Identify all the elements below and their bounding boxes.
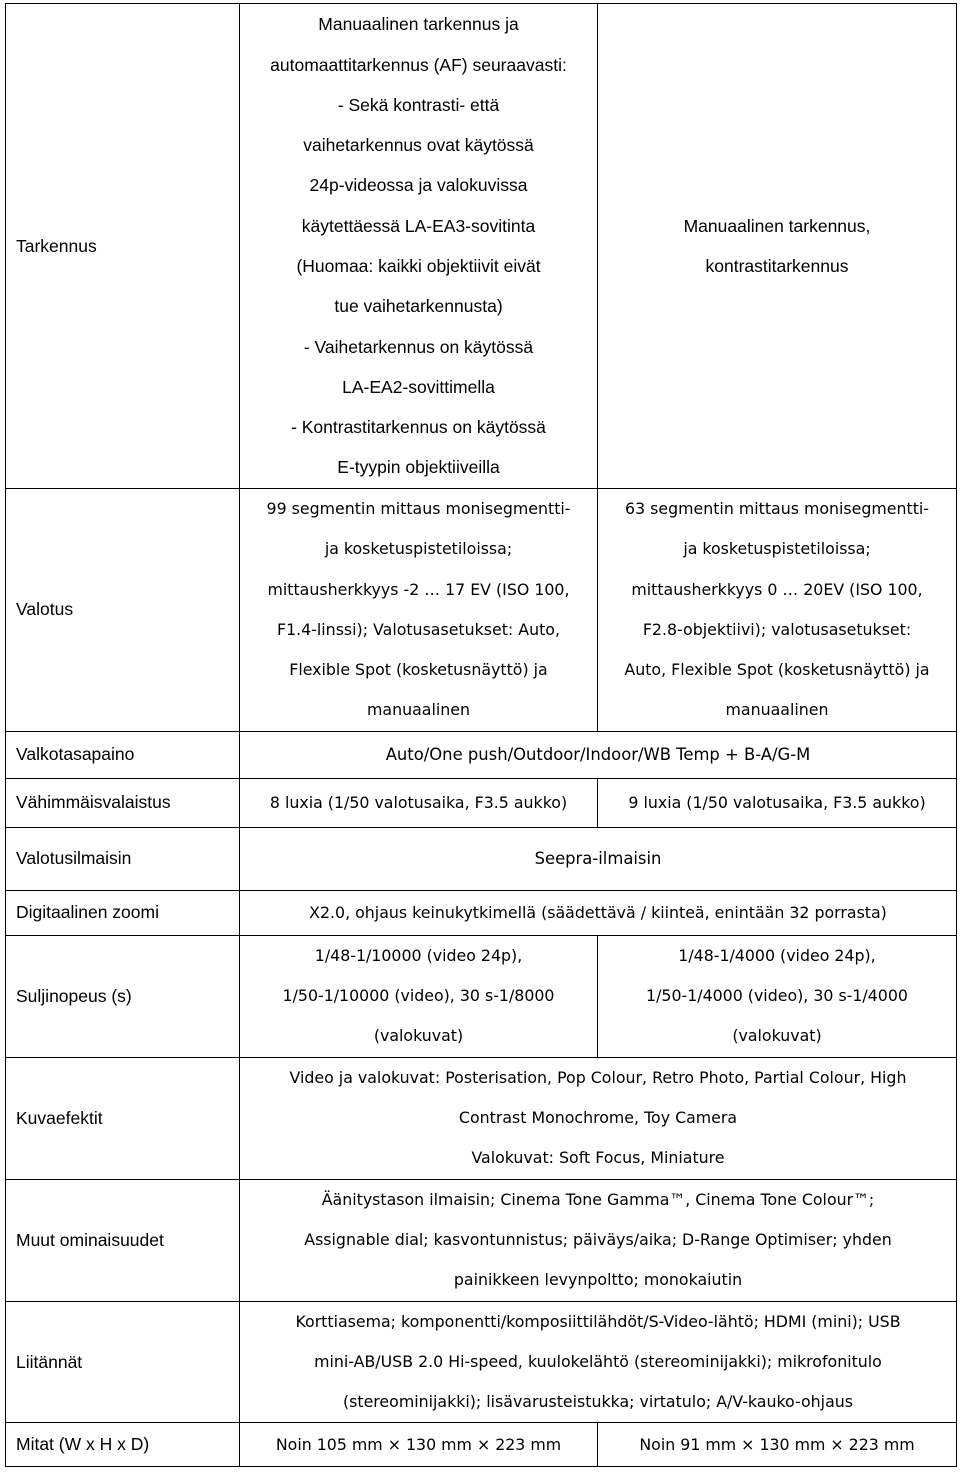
label-digitaalinen-zoomi: Digitaalinen zoomi — [6, 890, 240, 935]
text-line: Korttiasema; komponentti/komposiittilähdöt/S-Video-lähtö; HDMI (mini); USB — [295, 1311, 901, 1331]
text-line: 1/50-1/4000 (video), 30 s-1/4000 — [646, 986, 908, 1006]
label-vahimmaisvalaistus: Vähimmäisvalaistus — [6, 778, 240, 827]
text-line: mittausherkkyys -2 … 17 EV (ISO 100, — [267, 579, 570, 599]
row-liitannat — [6, 1301, 957, 1423]
text-line: 1/48-1/4000 (video 24p), — [678, 945, 876, 965]
text-line: F1.4-linssi); Valotusasetukset: Auto, — [277, 619, 560, 639]
text-line: Video ja valokuvat: Posterisation, Pop Colour, Retro Photo, Partial Colour, High — [289, 1067, 907, 1087]
text-line: - Vaihetarkennus on käytössä — [303, 336, 534, 357]
text-line: ja kosketuspistetiloissa; — [683, 539, 871, 559]
row-digitaalinen-zoomi — [6, 890, 957, 935]
text-line: 1/50-1/10000 (video), 30 s-1/8000 — [282, 986, 555, 1006]
suljinopeus-value-a — [240, 935, 598, 1057]
row-suljinopeus — [6, 935, 957, 1057]
text-line: ja kosketuspistetiloissa; — [324, 539, 513, 559]
text-line: vaihetarkennus ovat käytössä — [303, 135, 534, 156]
text-line: F2.8-objektiivi); valotusasetukset: — [642, 619, 912, 639]
text-line: automaattitarkennus (AF) seuraavasti: — [270, 54, 567, 75]
label-tarkennus: Tarkennus — [6, 4, 240, 489]
digitaalinen-zoomi-value: X2.0, ohjaus keinukytkimellä (säädettävä / kiinteä, enintään 32 porrasta) — [240, 890, 957, 935]
valotus-value-a — [240, 489, 598, 732]
text-line: käytettäessä LA-EA3-sovitinta — [301, 215, 536, 236]
text-line: - Sekä kontrasti- että — [337, 94, 500, 115]
tarkennus-value-a — [240, 4, 598, 489]
suljinopeus-value-b — [598, 935, 957, 1057]
valkotasapaino-value: Auto/One push/Outdoor/Indoor/WB Temp + B-A/G-M — [240, 731, 957, 778]
row-valotus — [6, 489, 957, 732]
row-valkotasapaino — [6, 731, 957, 778]
row-vahimmaisvalaistus — [6, 778, 957, 827]
row-mitat — [6, 1423, 957, 1467]
text-line: kontrastitarkennus — [705, 256, 849, 276]
text-line: painikkeen levynpoltto; monokaiutin — [453, 1270, 743, 1290]
label-suljinopeus: Suljinopeus (s) — [6, 935, 240, 1057]
label-kuvaefektit: Kuvaefektit — [6, 1057, 240, 1179]
label-valotusilmaisin: Valotusilmaisin — [6, 827, 240, 890]
text-line: 99 segmentin mittaus monisegmentti- — [266, 499, 571, 518]
label-mitat: Mitat (W x H x D) — [6, 1423, 240, 1467]
kuvaefektit-value — [240, 1057, 957, 1179]
text-line: (Huomaa: kaikki objektiivit eivät — [296, 256, 541, 276]
text-line: mini-AB/USB 2.0 Hi-speed, kuulokelähtö (stereominijakki); mikrofonitulo — [314, 1351, 882, 1371]
text-line: Auto, Flexible Spot (kosketusnäyttö) ja — [624, 660, 930, 680]
row-kuvaefektit — [6, 1057, 957, 1179]
tarkennus-value-b — [598, 4, 957, 489]
muut-ominaisuudet-value — [240, 1179, 957, 1301]
text-line: - Kontrastitarkennus on käytössä — [291, 417, 546, 438]
mitat-value-b: Noin 91 mm × 130 mm × 223 mm — [598, 1423, 957, 1467]
text-line: Contrast Monochrome, Toy Camera — [458, 1108, 738, 1128]
label-valotus: Valotus — [6, 489, 240, 732]
label-liitannat: Liitännät — [6, 1301, 240, 1423]
row-valotusilmaisin — [6, 827, 957, 890]
valotus-value-b — [598, 489, 957, 732]
vahimmaisvalaistus-value-a: 8 luxia (1/50 valotusaika, F3.5 aukko) — [240, 778, 598, 827]
text-line: (stereominijakki); lisävarusteistukka; virtatulo; A/V-kauko-ohjaus — [342, 1392, 853, 1412]
mitat-value-a: Noin 105 mm × 130 mm × 223 mm — [240, 1423, 598, 1467]
text-line: LA-EA2-sovittimella — [342, 376, 495, 397]
label-valkotasapaino: Valkotasapaino — [6, 731, 240, 778]
text-line: E-tyypin objektiiveilla — [337, 457, 500, 478]
liitannat-value — [240, 1301, 957, 1423]
text-line: 1/48-1/10000 (video 24p), — [314, 945, 523, 965]
text-line: Flexible Spot (kosketusnäyttö) ja — [289, 660, 548, 680]
spec-table — [5, 3, 957, 1467]
row-tarkennus — [6, 4, 957, 489]
text-line: manuaalinen — [367, 700, 470, 720]
row-muut-ominaisuudet — [6, 1179, 957, 1301]
text-line: manuaalinen — [725, 700, 829, 720]
text-line: Manuaalinen tarkennus, — [683, 215, 871, 236]
valotusilmaisin-value: Seepra-ilmaisin — [240, 827, 957, 890]
text-line: 24p-videossa ja valokuvissa — [309, 175, 528, 196]
text-line: (valokuvat) — [373, 1026, 464, 1046]
text-line: Valokuvat: Soft Focus, Miniature — [471, 1148, 725, 1168]
text-line: Assignable dial; kasvontunnistus; päiväys/aika; D-Range Optimiser; yhden — [304, 1229, 892, 1249]
text-line: tue vaihetarkennusta) — [334, 296, 503, 317]
vahimmaisvalaistus-value-b: 9 luxia (1/50 valotusaika, F3.5 aukko) — [598, 778, 957, 827]
text-line: (valokuvat) — [732, 1026, 822, 1046]
label-muut-ominaisuudet: Muut ominaisuudet — [6, 1179, 240, 1301]
text-line: mittausherkkyys 0 … 20EV (ISO 100, — [631, 579, 923, 599]
text-line: Manuaalinen tarkennus ja — [318, 14, 519, 35]
text-line: Äänitystason ilmaisin; Cinema Tone Gamma™, Cinema Tone Colour™; — [321, 1189, 875, 1209]
text-line: 63 segmentin mittaus monisegmentti- — [625, 499, 929, 518]
